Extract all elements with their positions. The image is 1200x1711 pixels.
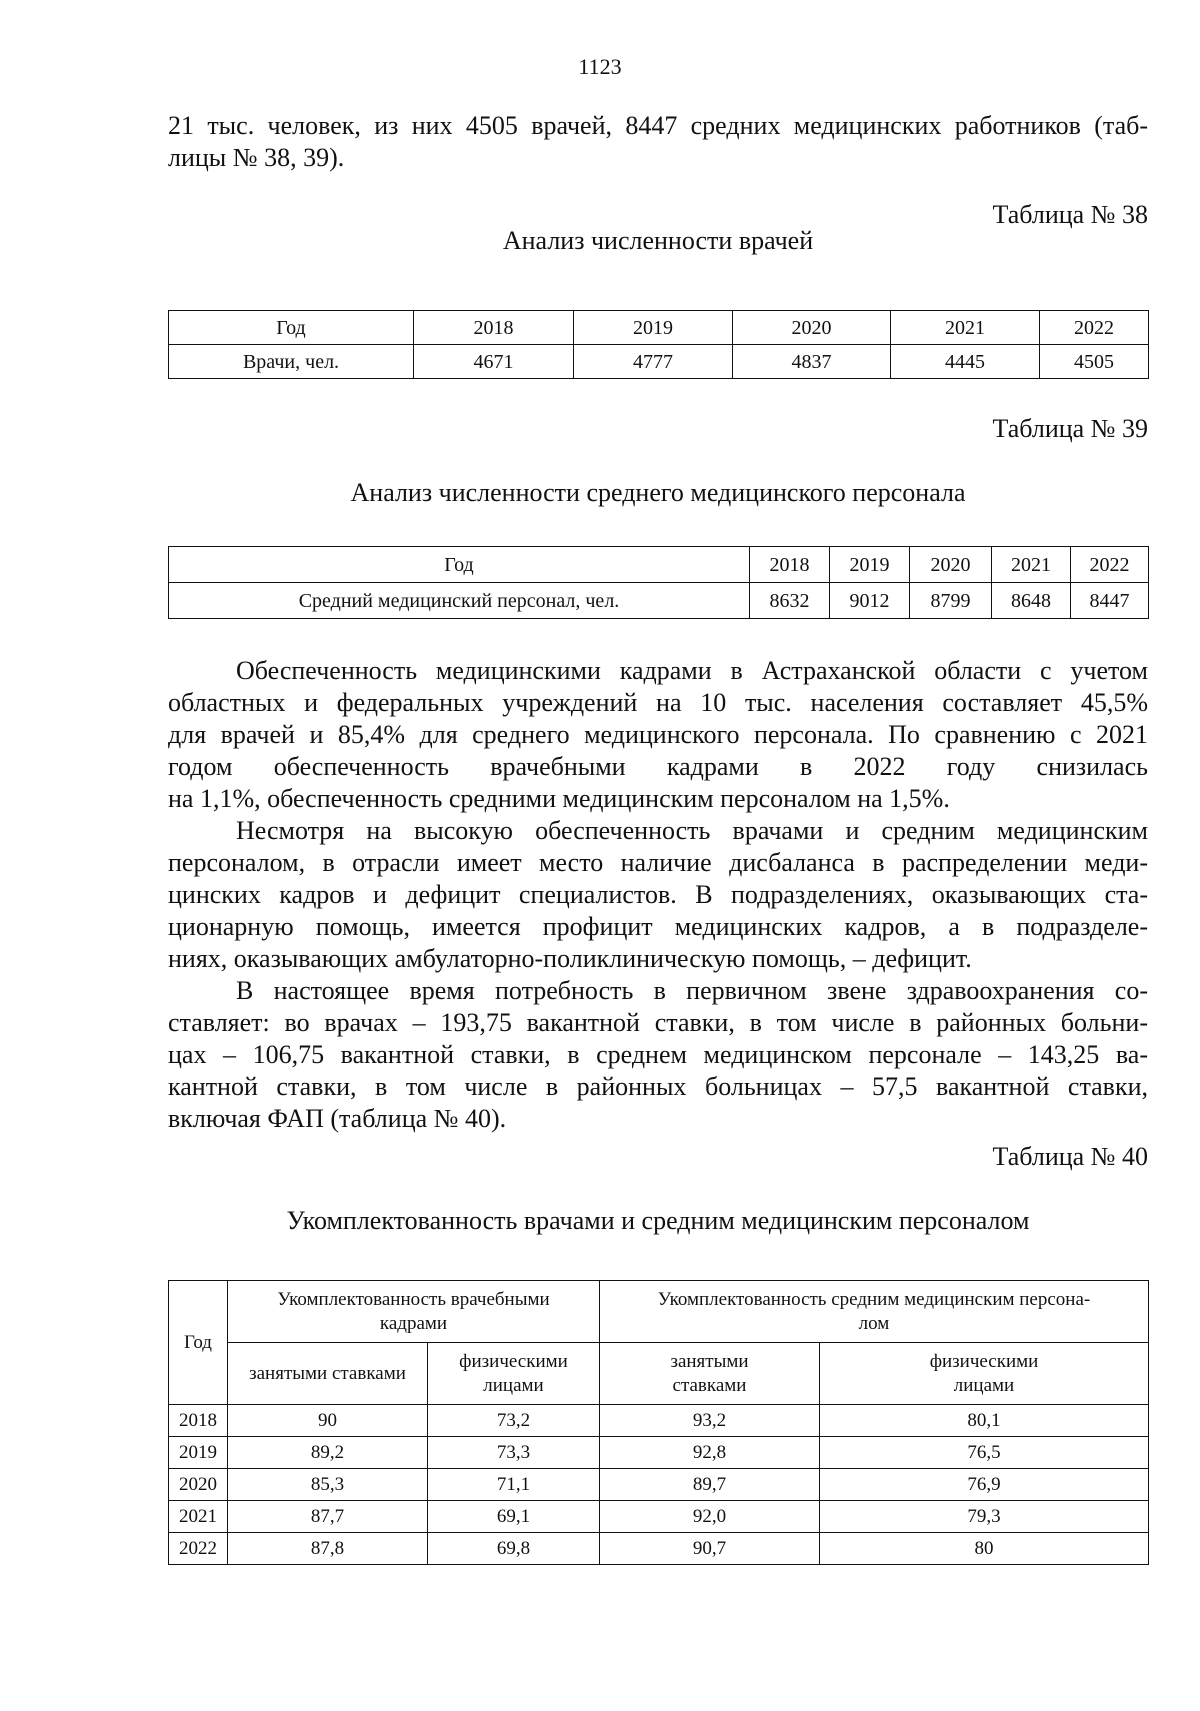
table-cell: 2020 [169,1469,228,1501]
table-header-cell: Год [169,1281,228,1405]
table-cell: 8632 [750,583,830,619]
table-cell: 8447 [1071,583,1149,619]
table-row [169,547,1149,583]
text-line: персоналом, в отрасли имеет место наличие дисбаланса в распределении меди- [168,848,1148,877]
header-line: ставками [672,1374,747,1396]
table-row [169,1501,1149,1533]
table-cell: 90,7 [600,1533,820,1565]
table-header-cell: 2021 [891,311,1040,345]
text-line: годом обеспеченность врачебными кадрами в 2022 году снизилась [168,752,1148,781]
table-cell: 2018 [169,1405,228,1437]
table-cell: Врачи, чел. [169,345,414,379]
table-header-cell [600,1281,1149,1343]
table-header-cell: 2018 [750,547,830,583]
paragraph-2 [168,815,1148,975]
table-cell: 71,1 [428,1469,600,1501]
table-cell: 8799 [910,583,992,619]
table-row [169,311,1149,345]
table-cell: 76,5 [820,1437,1149,1469]
table-header-cell [428,1343,600,1405]
table-cell: Средний медицинский персонал, чел. [169,583,750,619]
table-row [169,1469,1149,1501]
table-cell: 4777 [574,345,733,379]
table-header-cell: Год [169,311,414,345]
text-line: ставляет: во врачах – 193,75 вакантной ставки, в том числе в районных больни- [168,1008,1148,1037]
paragraph-1 [168,655,1148,815]
header-line: лицами [483,1374,544,1396]
table-cell: 92,0 [600,1501,820,1533]
text-line: областных и федеральных учреждений на 10 тыс. населения составляет 45,5% [168,688,1148,717]
table-38-title: Анализ численности врачей [502,226,814,255]
table-header-cell: 2022 [1040,311,1149,345]
header-line: Укомплектованность врачебными [277,1288,550,1310]
table-39 [168,546,1149,619]
table-cell: 80 [820,1533,1149,1565]
table-cell: 4445 [891,345,1040,379]
table-40-title: Укомплектованность врачами и средним медицинским персоналом [286,1206,1030,1235]
text-line: кантной ставки, в том числе в районных больницах – 57,5 вакантной ставки, [168,1072,1148,1101]
text-line: В настоящее время потребность в первичном звене здравоохранения со- [236,976,1148,1005]
text-line: включая ФАП (таблица № 40). [168,1104,507,1133]
table-header-cell: 2022 [1071,547,1149,583]
table-cell: 89,7 [600,1469,820,1501]
text-line: Несмотря на высокую обеспеченность врачами и средним медицинским [236,816,1148,845]
table-cell: 85,3 [228,1469,428,1501]
table-header-cell: Год [169,547,750,583]
header-line: физическими [459,1350,568,1372]
table-cell: 80,1 [820,1405,1149,1437]
table-cell: 8648 [992,583,1071,619]
table-row [169,583,1149,619]
text-line: ционарную помощь, имеется профицит медицинских кадров, а в подразделе- [168,912,1148,941]
header-line: физическими [929,1350,1039,1372]
table-cell: 93,2 [600,1405,820,1437]
table-header-cell: 2020 [910,547,992,583]
text-line: 21 тыс. человек, из них 4505 врачей, 8447 средних медицинских работников (таб- [168,111,1148,140]
table-header-cell [228,1281,600,1343]
table-row [169,1533,1149,1565]
table-cell: 76,9 [820,1469,1149,1501]
table-cell: 4837 [733,345,891,379]
table-header-row [169,1343,1149,1405]
table-cell: 87,8 [228,1533,428,1565]
table-cell: 69,8 [428,1533,600,1565]
table-cell: 73,2 [428,1405,600,1437]
table-40 [168,1280,1149,1565]
table-cell: 73,3 [428,1437,600,1469]
text-line: цинских кадров и дефицит специалистов. В подразделениях, оказывающих ста- [168,880,1148,909]
table-row [169,345,1149,379]
table-cell: 87,7 [228,1501,428,1533]
table-39-label: Таблица № 39 [992,414,1148,443]
table-cell: 79,3 [820,1501,1149,1533]
table-40-label: Таблица № 40 [992,1142,1148,1171]
table-header-cell: 2019 [574,311,733,345]
table-header-cell [820,1343,1149,1405]
header-line: Укомплектованность средним медицинским персона- [657,1288,1091,1310]
header-line: лом [858,1312,890,1334]
table-cell: 4671 [414,345,574,379]
table-cell: 90 [228,1405,428,1437]
table-header-cell [600,1343,820,1405]
table-39-title: Анализ численности среднего медицинского персонала [350,478,966,507]
table-38-label: Таблица № 38 [992,200,1148,229]
table-header-cell: 2021 [992,547,1071,583]
text-line: Обеспеченность медицинскими кадрами в Астраханской области с учетом [236,656,1148,685]
table-row [169,1405,1149,1437]
table-cell: 2022 [169,1533,228,1565]
table-header-row [169,1281,1149,1343]
table-row [169,1437,1149,1469]
text-line: на 1,1%, обеспеченность средними медицинским персоналом на 1,5%. [168,784,950,813]
table-header-cell [228,1343,428,1405]
header-line: кадрами [379,1312,448,1334]
table-cell: 69,1 [428,1501,600,1533]
table-cell: 9012 [830,583,910,619]
header-line: лицами [953,1374,1015,1396]
header-line: занятыми ставками [249,1362,406,1384]
table-header-cell: 2018 [414,311,574,345]
text-line: цах – 106,75 вакантной ставки, в среднем медицинском персонале – 143,25 ва- [168,1040,1148,1069]
table-cell: 92,8 [600,1437,820,1469]
table-cell: 2021 [169,1501,228,1533]
text-line: ниях, оказывающих амбулаторно-поликлиническую помощь, – дефицит. [168,944,972,973]
header-line: занятыми [670,1350,749,1372]
table-cell: 2019 [169,1437,228,1469]
table-38 [168,310,1149,379]
page-number: 1123 [578,54,622,79]
paragraph-3 [168,975,1148,1135]
table-cell: 89,2 [228,1437,428,1469]
text-line: лицы № 38, 39). [168,143,345,172]
text-line: для врачей и 85,4% для среднего медицинского персонала. По сравнению с 2021 [168,720,1148,749]
table-header-cell: 2020 [733,311,891,345]
intro-paragraph [168,110,1148,174]
table-cell: 4505 [1040,345,1149,379]
table-header-cell: 2019 [830,547,910,583]
